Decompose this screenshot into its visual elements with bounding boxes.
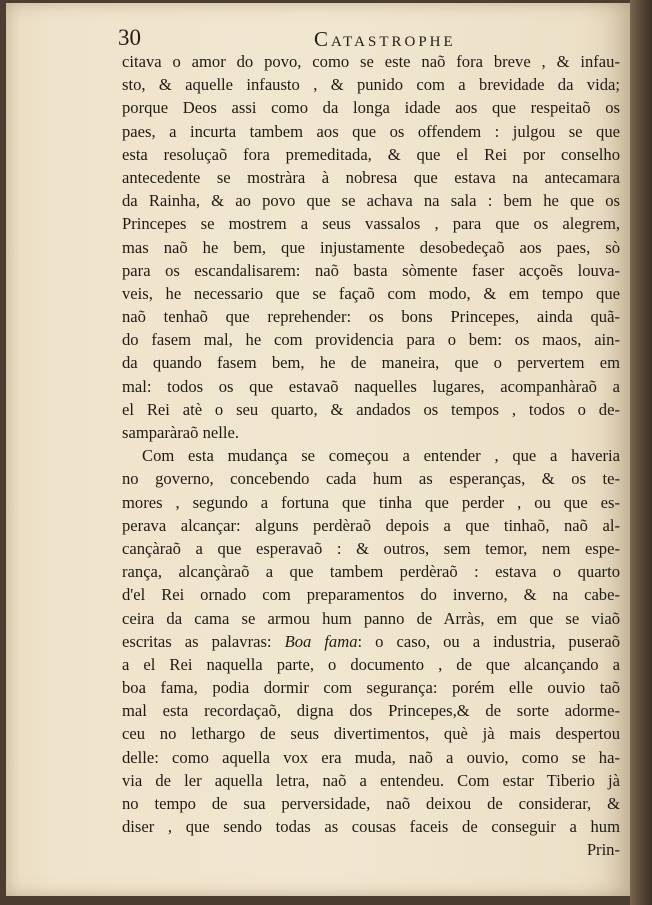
- motto-italic: Boa fama: [284, 631, 358, 651]
- paragraph-last-line: samparàraõ nelle.: [122, 423, 240, 442]
- book-page: [6, 3, 630, 896]
- text-line: no tempo de sua perversidade, naõ deixou de considerar, &: [122, 794, 620, 813]
- text-line: ceu no lethargo de seus divertimentos, què jà mais despertou: [122, 724, 620, 744]
- text-line: naõ tenhaõ que reprehender: os bons Princepes, ainda quã-: [122, 307, 620, 327]
- text-line: el Rei atè o seu quarto, & andados os tempos , todos o de-: [122, 399, 620, 419]
- text-line: paes, a incurta tambem aos que os offendem : julgou se que: [122, 121, 620, 141]
- text-line: boa fama, podia dormir com segurança: porém elle ouvio taõ: [122, 678, 620, 698]
- text-segment: escritas as palavras:: [122, 631, 285, 651]
- catchword: Prin-: [586, 840, 620, 860]
- text-line: sto, & aquelle infausto , & punido com a brevidade da vida;: [122, 75, 620, 95]
- text-line: mal esta recordaçaõ, digna dos Princepes,& de sorte adorme-: [122, 701, 620, 721]
- text-line: cançàraõ a que esperavaõ : & outros, sem temor, nem espe-: [122, 538, 620, 558]
- text-line: diser , que sendo todas as cousas faceis de conseguir a hum: [122, 817, 620, 837]
- text-line: veis, he necessario que se façaõ com modo, & em tempo que: [122, 283, 620, 303]
- text-line: esta resoluçaõ fora premeditada, & que el Rei por conselho: [122, 144, 620, 164]
- text-line: da quando fasem bem, he de maneira, que o pervertem em: [122, 353, 620, 373]
- book-edge-shadow: [630, 0, 652, 905]
- paragraph-first-line: Com esta mudança se começou a entender , que a haveria: [142, 446, 620, 466]
- text-line: via de ler aquella letra, naõ a entendeu. Com estar Tiberio jà: [122, 770, 620, 790]
- text-line: perava alcançar: alguns perdèraõ depois a que tinhaõ, naõ al-: [122, 515, 620, 535]
- text-line: citava o amor do povo, como se este naõ fora breve , & infau-: [122, 52, 620, 71]
- text-line: Princepes se mostrem a seus vassalos , para que os alegrem,: [122, 214, 620, 234]
- text-line: rança, alcançàraõ a que tambem perdèraõ : estava o quarto: [122, 562, 620, 582]
- page-header: [118, 23, 618, 53]
- text-line: antecedente se mostràra à nobresa que estava na antecamara: [122, 167, 620, 187]
- text-line: mal: todos os que estavaõ naquelles lugares, acompanhàraõ a: [122, 376, 620, 396]
- text-line: da Rainha, & ao povo que se achava na sala : bem he que os: [122, 191, 620, 211]
- body-text: [122, 50, 620, 862]
- text-line: mores , segundo a fortuna que tinha que perder , ou que es-: [122, 492, 620, 512]
- page-number: 30: [118, 25, 141, 50]
- text-line-with-motto: [122, 630, 620, 653]
- text-line: d'el Rei ornado com preparamentos do inverno, & na cabe-: [122, 585, 620, 605]
- text-line: no governo, concebendo cada hum as esperanças, & os te-: [122, 469, 620, 489]
- running-title: Catastrophe: [314, 27, 456, 51]
- text-line: ceira da cama se armou hum panno de Arràs, em que se viaõ: [122, 608, 620, 628]
- text-line: mas naõ he bem, que injustamente desobedeçaõ aos paes, sò: [122, 237, 620, 257]
- text-line: delle: como aquella vox era muda, naõ a ouvio, como se ha-: [122, 747, 620, 767]
- text-line: do fasem mal, he com providencia para o bem: os maos, ain-: [122, 330, 620, 350]
- text-line: porque Deos assi como da longa idade aos que respeitaõ os: [122, 98, 620, 118]
- text-line: para os escandalisarem: naõ basta sòmente faser acçoẽs louva-: [122, 260, 620, 280]
- text-segment: : o caso, ou a industria, puseraõ: [357, 631, 620, 651]
- text-line: a el Rei naquella parte, o documento , de que alcançando a: [122, 654, 620, 674]
